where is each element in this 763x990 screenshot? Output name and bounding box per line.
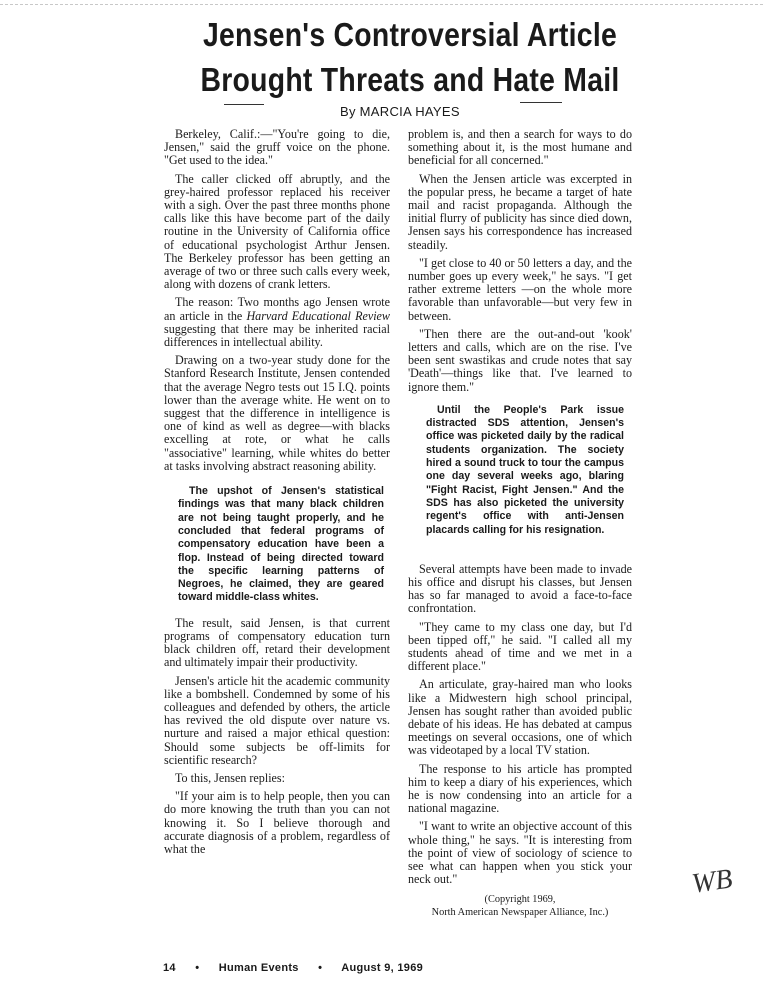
article-paragraph: "Then there are the out-and-out 'kook' letters and calls, which are on the rise. I've been sent swastikas and crude notes that say 'Death'—things like that. I've learned to ignore them.": [408, 326, 632, 394]
publication-date: August 9, 1969: [341, 962, 424, 974]
pull-quote: The upshot of Jensen's statistical findings was that many black children are not being taught properly, and he concluded that federal programs of compensatory education have been a flop. Instead of being directed toward the specific learning patterns of Negroes, he claimed, they are geared toward middle-class whites.: [178, 485, 384, 604]
decorative-mark-left: [224, 104, 264, 105]
article-column-1: [164, 128, 390, 861]
article-paragraph: Jensen's article hit the academic community like a bombshell. Condemned by some of his colleagues and defended by others, the article has revived the old dispute over nature vs. nurture and raised a major ethical question: Should some subjects be off-limits for scientific research?: [164, 673, 390, 767]
article-paragraph: Drawing on a two-year study done for the Stanford Research Institute, Jensen contended that the average Negro tests out 15 I.Q. points lower than the average white. He went on to suggest that the difference in intelligence is one of kind as well as degree—with blacks excelling at rote, or what he calls "associative" learning, while whites do better at tasks involving abstract reasoning ability.: [164, 353, 390, 473]
article-paragraph: The result, said Jensen, is that current programs of compensatory education turn black children off, retard their development and ultimately impair their productivity.: [164, 615, 390, 670]
top-dashed-rule: [0, 4, 763, 5]
copyright-notice: [408, 893, 632, 919]
handwritten-initials: WB: [689, 863, 735, 900]
publication-name: Human Events: [218, 962, 299, 974]
headline: [186, 12, 633, 102]
byline: By MARCIA HAYES: [340, 104, 460, 119]
article-paragraph: An articulate, gray-haired man who looks like a Midwestern high school principal, Jensen has sought rather than avoided public debate of his ideas. He has debated at campus meetings on several occasions, one of which was videotaped by a local TV station.: [408, 677, 632, 758]
article-paragraph: problem is, and then a search for ways to do something about it, is the most humane and beneficial for all concerned.": [408, 127, 632, 168]
article-paragraph: To this, Jensen replies:: [175, 770, 285, 785]
footer-bullet-2: •: [318, 962, 323, 974]
article-paragraph: The response to his article has prompted him to keep a diary of his experiences, which he is now condensing into an article for a national magazine.: [408, 761, 632, 816]
article-paragraph: When the Jensen article was excerpted in the popular press, he became a target of hate mail and racist propaganda. Although the initial flurry of publicity has since died down, Jensen says his correspondence has increased steadily.: [408, 171, 632, 252]
article-paragraph: "I get close to 40 or 50 letters a day, and the number goes up every week," he says. "I get rather extreme letters —on the whole more favorable than unfavorable—but very few in between.: [408, 255, 632, 323]
copyright-line: North American Newspaper Alliance, Inc.): [431, 906, 609, 918]
article-paragraph: The caller clicked off abruptly, and the grey-haired professor replaced his receiver with a sigh. Over the past three months phone calls like this have become part of the daily routine in the University of California office of educational psychologist Arthur Jensen. The Berkeley professor has been getting an average of two or three such calls every week, along with dozens of crank letters.: [164, 171, 390, 292]
page-footer: [163, 962, 439, 974]
article-paragraph: [164, 296, 390, 349]
article-paragraph: "If your aim is to help people, then you can do more knowing the truth than you can not knowing it. So I believe thorough and accurate diagnosis of a problem, regardless of what the: [164, 789, 390, 856]
decorative-mark-right: [520, 102, 562, 103]
pull-quote: Until the People's Park issue distracted SDS attention, Jensen's office was picketed daily by the radical students organization. The society hired a sound truck to tour the campus one day several weeks ago, blaring "Fight Racist, Fight Jensen." And the SDS has also picketed the university regent's office with anti-Jensen placards calling for his resignation.: [426, 403, 624, 536]
page-number: 14: [163, 962, 176, 974]
column-gap: [408, 537, 632, 563]
article-paragraph: "They came to my class one day, but I'd been tipped off," he said. "I called all my students ahead of time and we met in a different place.": [408, 619, 632, 674]
article-paragraph: "I want to write an objective account of this whole thing," he says. "It is interesting from the point of view of sociology of science to see what can happen when you stick your neck out.": [408, 819, 632, 887]
paragraph-text: suggesting that there may be inherited racial differences in intellectual ability.: [164, 321, 390, 350]
footer-bullet-1: •: [195, 962, 200, 974]
headline-line-1: Jensen's Controversial Article: [202, 16, 618, 53]
article-paragraph: Several attempts have been made to invade his office and disrupt his classes, but Jensen has so far managed to avoid a face-to-face confrontation.: [408, 561, 632, 616]
headline-line-2: Brought Threats and Hate Mail: [200, 61, 620, 98]
article-paragraph: Berkeley, Calif.:—"You're going to die, Jensen," said the gruff voice on the phone. "Get used to the idea.": [164, 127, 390, 168]
publication-title: Harvard Educational Review: [246, 308, 390, 323]
copyright-line: (Copyright 1969,: [484, 893, 556, 905]
article-column-2: [408, 128, 632, 919]
paragraph-text: The reason: Two months ago Jensen wrote an article in the: [164, 295, 390, 323]
